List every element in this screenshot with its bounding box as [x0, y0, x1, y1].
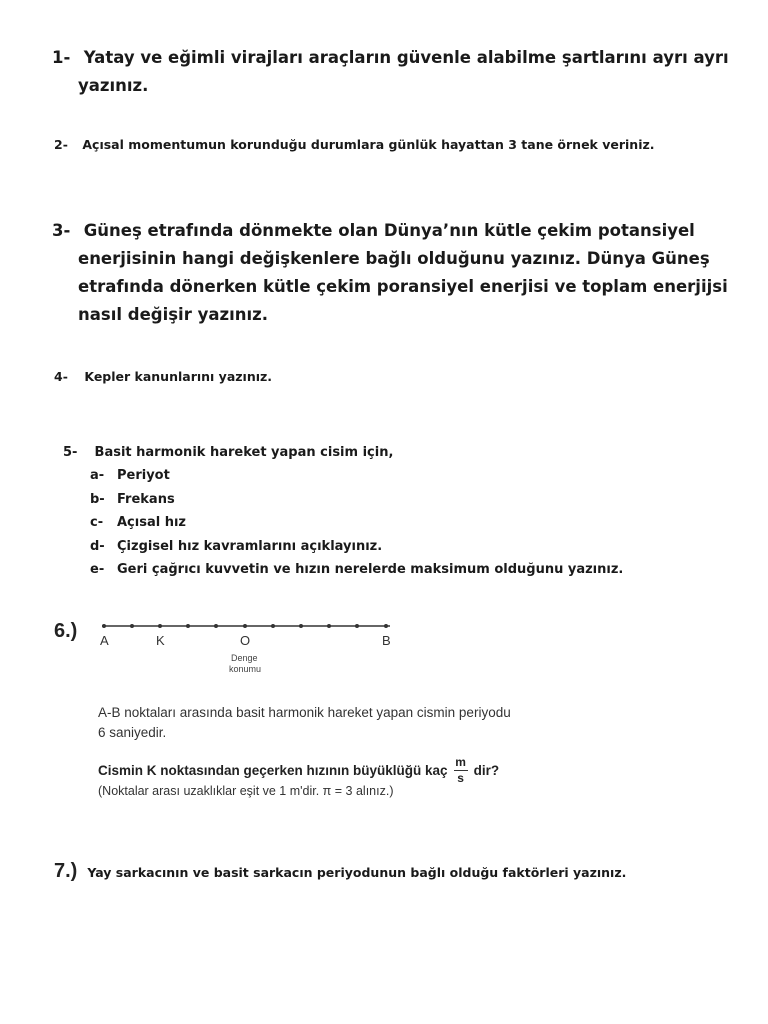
question-5-text: Basit harmonik hareket yapan cisim için,: [94, 445, 394, 460]
list-item: a- Periyot: [90, 468, 170, 483]
point-label-b: B: [382, 633, 391, 648]
question-7: [54, 860, 626, 883]
question-6-text-1: A-B noktaları arasında basit harmonik hareket yapan cismin periyodu: [98, 705, 511, 720]
question-2-text: Açısal momentumun korunduğu durumlara günlük hayattan 3 tane örnek veriniz.: [82, 137, 655, 152]
tick-dot: [102, 624, 106, 628]
tick-dot: [130, 624, 134, 628]
tick-dot: [384, 624, 388, 628]
question-6-number: 6.): [54, 620, 78, 642]
question-4-text: Kepler kanunlarını yazınız.: [84, 369, 273, 384]
question-3-number: 3-: [52, 221, 71, 240]
question-6-text-2: 6 saniyedir.: [98, 725, 167, 740]
point-label-o: O: [240, 633, 251, 648]
question-2-number: 2-: [54, 137, 68, 152]
question-5-number: 5-: [63, 445, 78, 460]
tick-dot: [327, 624, 331, 628]
unit-numerator: m: [455, 755, 466, 769]
question-1: [52, 45, 729, 71]
tick-dot: [186, 624, 190, 628]
tick-dot: [243, 624, 247, 628]
list-item: e- Geri çağrıcı kuvvetin ve hızın nerelerde maksimum olduğunu yazınız.: [90, 562, 624, 577]
question-2: [54, 137, 655, 152]
question-6-question-end: dir?: [473, 763, 500, 778]
question-6-question: [98, 756, 499, 785]
point-label-k: K: [156, 633, 165, 648]
question-5-list: [90, 464, 623, 582]
question-3-line-4: nasıl değişir yazınız.: [78, 305, 269, 324]
list-item: c- Açısal hız: [90, 515, 186, 530]
question-3-line-1: Güneş etrafında dönmekte olan Dünya’nın kütle çekim potansiyel: [83, 221, 695, 240]
question-3-line-3: etrafında dönerken kütle çekim poransiyel enerjisi ve toplam enerjijsi: [78, 277, 728, 296]
question-4: [54, 369, 272, 384]
question-1-line-2: yazınız.: [78, 76, 149, 95]
question-4-number: 4-: [54, 369, 68, 384]
question-6-note: (Noktalar arası uzaklıklar eşit ve 1 m'dir. π = 3 alınız.): [98, 784, 394, 798]
tick-dot: [158, 624, 162, 628]
question-5: [63, 441, 393, 465]
question-1-number: 1-: [52, 48, 71, 67]
tick-dot: [299, 624, 303, 628]
unit-fraction: [454, 756, 468, 785]
point-label-a: A: [100, 633, 109, 648]
list-item: b- Frekans: [90, 491, 175, 507]
question-3: [52, 217, 695, 245]
question-7-number: 7.): [54, 860, 78, 882]
question-6-question-text: Cismin K noktasından geçerken hızının büyüklüğü kaç: [98, 763, 448, 778]
question-7-text: Yay sarkacının ve basit sarkacın periyodunun bağlı olduğu faktörleri yazınız.: [87, 865, 627, 880]
question-3-line-2: enerjisinin hangi değişkenlere bağlı olduğunu yazınız. Dünya Güneş: [78, 249, 710, 268]
equilibrium-label-line-2: konumu: [229, 664, 262, 674]
tick-dot: [355, 624, 359, 628]
tick-dot: [271, 624, 275, 628]
unit-denominator: s: [457, 771, 464, 785]
equilibrium-label-line-1: Denge: [231, 653, 258, 663]
number-line-figure: [94, 612, 404, 692]
list-item: d- Çizgisel hız kavramlarını açıklayınız.: [90, 538, 383, 554]
question-1-line-1: Yatay ve eğimli virajları araçların güvenle alabilme şartlarını ayrı ayrı: [83, 48, 729, 67]
tick-dot: [214, 624, 218, 628]
